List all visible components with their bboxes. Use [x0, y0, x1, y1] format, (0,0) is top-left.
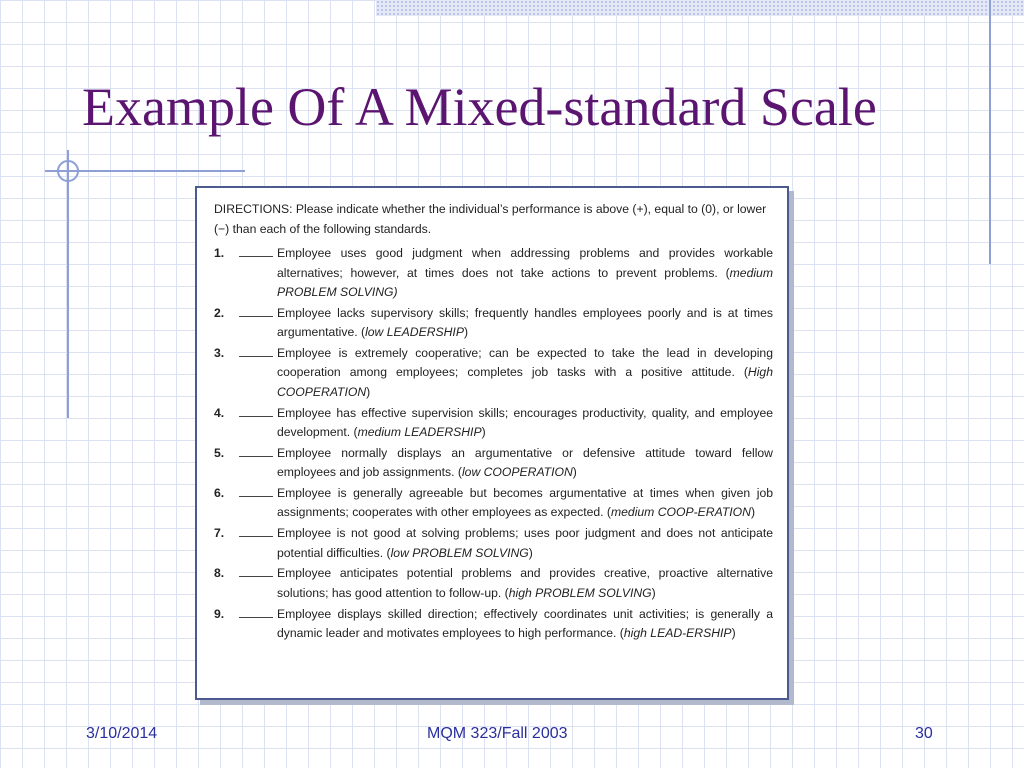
- item-close-paren: ): [463, 325, 469, 340]
- item-statement: Employee anticipates potential problems and provides creative, proactive alternative solutions; has good attention to follow-up. (: [277, 566, 773, 600]
- decorative-vertical-line-right: [989, 0, 991, 264]
- rating-blank: [239, 244, 273, 257]
- rating-blank: [239, 404, 273, 417]
- item-number: 9.: [214, 606, 225, 621]
- item-dimension-tag: medium COOP-ERATION: [610, 505, 751, 520]
- scale-item: [214, 524, 773, 563]
- slide-title: Example Of A Mixed-standard Scale: [82, 77, 877, 137]
- item-statement: Employee lacks supervisory skills; frequently handles employees poorly and is at times argumentative. (: [277, 305, 773, 340]
- item-dimension-tag: high LEAD-ERSHIP: [623, 626, 732, 640]
- item-text: [277, 484, 773, 523]
- item-dimension-tag: low PROBLEM SOLVING: [390, 545, 529, 560]
- item-number: 4.: [214, 405, 225, 420]
- rating-scale-document: [195, 186, 789, 700]
- item-statement: Employee normally displays an argumentative or defensive attitude toward fellow employees and job assignments. (: [277, 445, 773, 480]
- item-text: [277, 304, 773, 343]
- top-decorative-band: [376, 0, 1024, 16]
- item-close-paren: ): [731, 626, 736, 640]
- decorative-crosshair-icon: [57, 160, 79, 182]
- decorative-vertical-line-left: [67, 150, 69, 418]
- rating-blank: [239, 444, 273, 457]
- rating-blank: [239, 524, 273, 537]
- item-statement: Employee is generally agreeable but becomes argumentative at times when given job assignments; cooperates with other employees as expected. (: [277, 485, 773, 520]
- item-number: 8.: [214, 566, 225, 581]
- item-dimension-tag: low COOPERATION: [461, 465, 573, 480]
- item-number: 1.: [214, 246, 225, 260]
- scale-item: [214, 564, 773, 603]
- item-number: 3.: [214, 345, 225, 360]
- item-number: 2.: [214, 305, 225, 320]
- item-dimension-tag: high PROBLEM SOLVING: [508, 585, 652, 600]
- footer-date: 3/10/2014: [86, 725, 158, 742]
- item-text: [277, 605, 773, 644]
- item-dimension-tag: medium LEADERSHIP: [357, 425, 482, 440]
- item-number: 6.: [214, 485, 225, 500]
- item-text: [277, 344, 773, 403]
- directions-text: DIRECTIONS: Please indicate whether the individual’s performance is above (+), equal to (0), or lower (−) than each of the following standards.: [214, 202, 767, 236]
- item-statement: Employee displays skilled direction; effectively coordinates unit activities; is generally a dynamic leader and motivates employees to high performance. (: [277, 606, 773, 640]
- footer-page-number: 30: [915, 725, 933, 742]
- rating-blank: [239, 344, 273, 357]
- item-text: [277, 404, 773, 443]
- rating-blank: [239, 605, 273, 618]
- item-dimension-tag: medium PROBLEM SOLVING): [277, 265, 773, 299]
- scale-item: [214, 304, 773, 343]
- item-close-paren: ): [366, 384, 371, 399]
- item-text: [277, 444, 773, 483]
- item-statement: Employee has effective supervision skills; encourages productivity, quality, and employee development. (: [277, 405, 773, 440]
- scale-item: [214, 344, 773, 403]
- item-text: [277, 244, 773, 303]
- item-text: [277, 524, 773, 563]
- rating-blank: [239, 564, 273, 577]
- scale-item: [214, 404, 773, 443]
- item-statement: Employee uses good judgment when addressing problems and provides workable alternatives; however, at times does not take actions to prevent problems. (: [277, 246, 773, 280]
- item-dimension-tag: low LEADERSHIP: [365, 325, 464, 340]
- item-close-paren: ): [750, 505, 755, 520]
- item-text: [277, 564, 773, 603]
- item-close-paren: ): [651, 585, 656, 600]
- item-statement: Employee is extremely cooperative; can be expected to take the lead in developing cooperation among employees; completes job tasks with a positive attitude. (: [277, 345, 773, 380]
- footer-course: MQM 323/Fall 2003: [427, 725, 568, 742]
- scale-item: [214, 444, 773, 483]
- scale-item: [214, 244, 773, 303]
- item-number: 5.: [214, 445, 225, 460]
- scale-item: [214, 605, 773, 644]
- item-close-paren: ): [528, 545, 533, 560]
- item-dimension-tag: High COOPERATION: [277, 365, 773, 399]
- rating-blank: [239, 304, 273, 317]
- scale-item: [214, 484, 773, 523]
- rating-blank: [239, 484, 273, 497]
- item-close-paren: ): [572, 465, 577, 480]
- item-close-paren: ): [481, 425, 486, 440]
- item-number: 7.: [214, 526, 225, 541]
- item-statement: Employee is not good at solving problems; uses poor judgment and does not anticipate potential difficulties. (: [277, 526, 773, 560]
